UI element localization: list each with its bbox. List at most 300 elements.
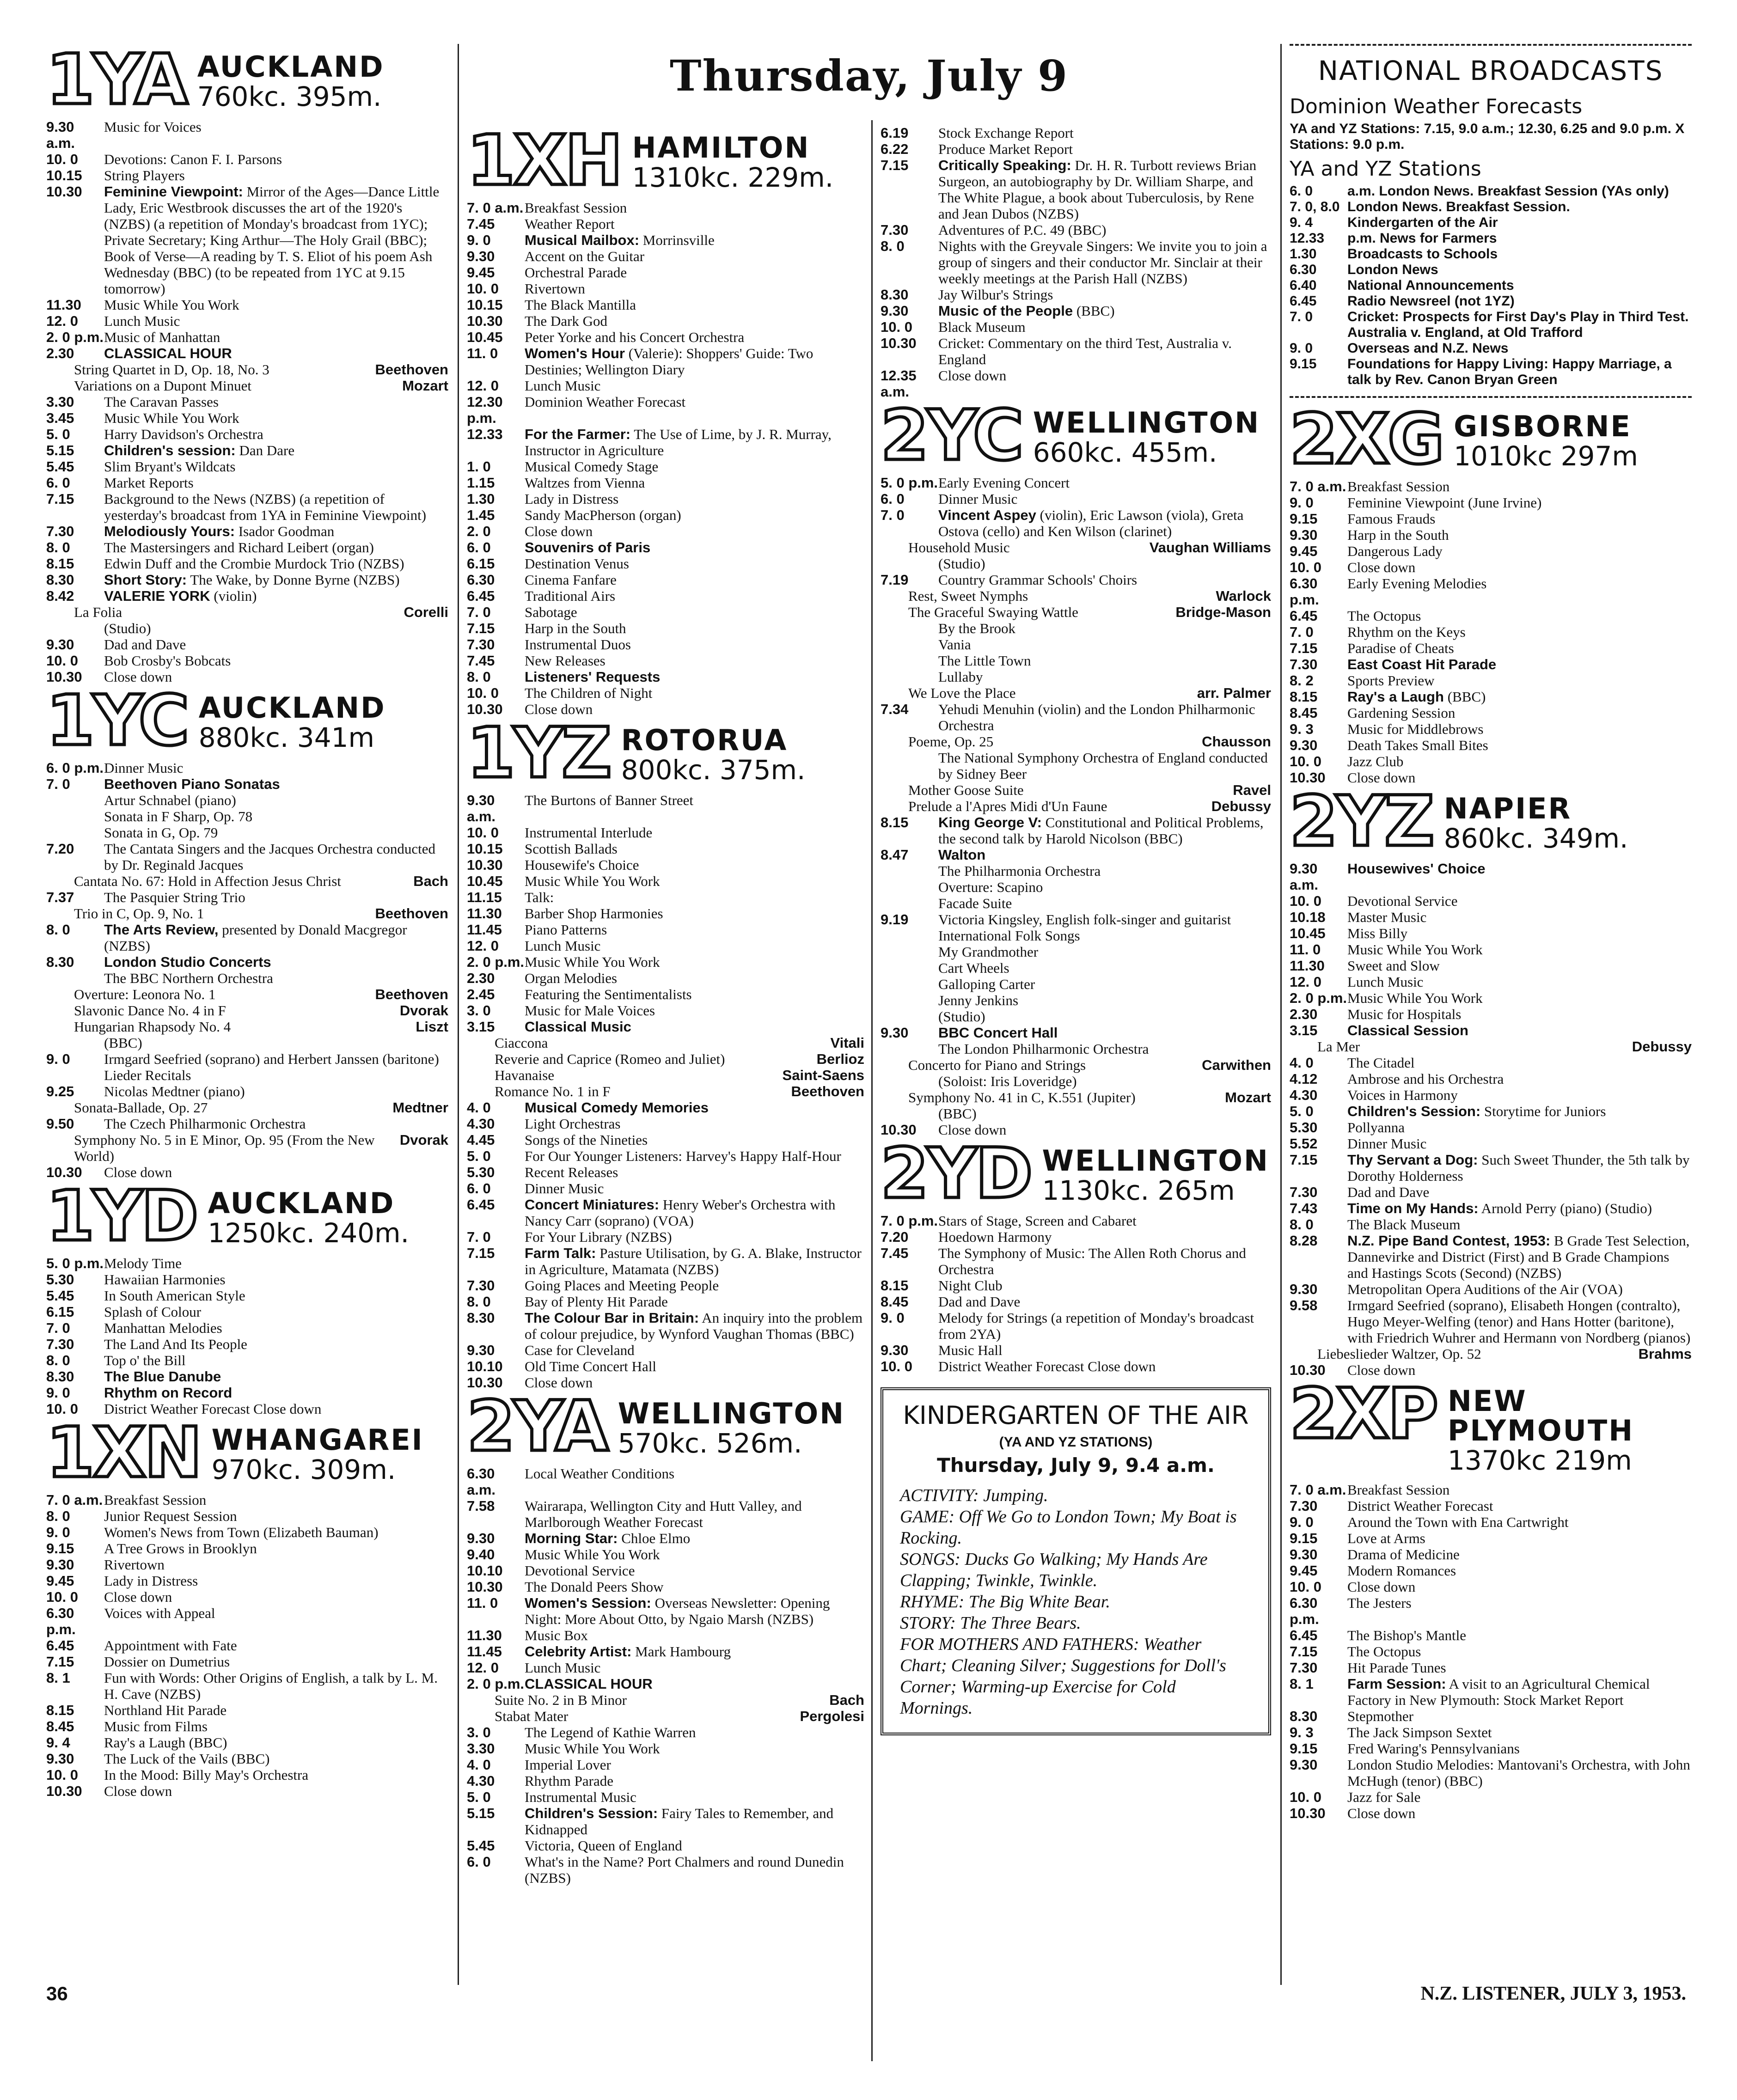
programme-desc [938,636,1271,653]
programme-time: 11.45 [467,1643,502,1660]
programme-item [46,824,448,841]
national-item [1290,293,1692,309]
programme-item [467,1002,864,1019]
station-frequency: 1010kc 297m [1454,440,1638,472]
programme-text: Music Hall [938,1342,1003,1358]
station-2yc [881,396,1271,1138]
programme-desc [104,1702,448,1718]
composer: Debussy [1632,1038,1692,1055]
programme-item [467,1035,864,1051]
programme-desc [525,216,864,232]
programme-desc [1347,925,1692,941]
programme-desc [525,556,864,572]
programme-text: Accent on the Guitar [525,248,645,264]
programme-time: 9. 0 [881,1310,905,1326]
programme-time: 7.15 [46,1654,74,1670]
programme-item [467,986,864,1002]
station-info [621,721,806,785]
programme-item [467,889,864,905]
programme-time: 10. 0 [1290,1789,1321,1805]
programme-desc [938,1073,1271,1089]
programme-desc [525,1229,864,1245]
kindergarten-line: STORY: The Three Bears. [900,1613,1081,1633]
programme-item [1290,1346,1692,1362]
programme-item [1290,893,1692,909]
station-frequency: 970kc. 309m. [211,1454,396,1485]
programme-desc [525,475,864,491]
station-header [1290,1374,1692,1476]
programme-text: The Mastersingers and Richard Leibert (organ) [104,539,374,556]
programme-text: Close down [525,523,593,539]
programme-text: Close down [938,1122,1007,1138]
programme-desc [525,1805,864,1838]
programme-text: The Black Museum [1347,1216,1461,1233]
programme-title: Trio in C, Op. 9, No. 1 [74,905,204,922]
programme-desc [525,1579,864,1595]
programme-desc [1347,1627,1692,1643]
programme-item [46,1352,448,1368]
programme-item [1290,559,1692,575]
programme-item [881,782,1271,798]
programme-text: Sonata in F Sharp, Op. 78 [104,808,253,824]
programme-desc [1347,672,1692,689]
programme-time: 5. 0 [467,1148,491,1164]
programme-item [467,1342,864,1358]
programme-desc [525,873,864,889]
programme-time: 9. 0 [46,1524,70,1540]
programme-time: 9.30 [881,303,909,319]
programme-time [46,1067,104,1083]
programme-list [467,792,864,1391]
programme-time: 9. 0 [467,232,491,248]
programme-desc [525,1498,864,1530]
programme-time: 7.30 [46,1336,74,1352]
programme-desc [525,954,864,970]
programme-desc [525,889,864,905]
programme-time [46,792,104,808]
programme-time: 3.15 [1290,1022,1318,1038]
programme-text: Lady in Distress [104,1573,198,1589]
programme-text: Scottish Ballads [525,841,618,857]
programme-item [467,669,864,685]
programme-item [46,1654,448,1670]
composer: Carwithen [1202,1057,1271,1073]
programme-desc [104,1116,448,1132]
programme-item [46,1589,448,1605]
programme-desc [525,1854,864,1886]
programme-text: Early Evening Melodies [1347,575,1487,592]
programme-item [881,1025,1271,1041]
programme-text: An inquiry into the problem of colour prejudice, by Wynford Vaughan Thomas (BBC) [525,1310,863,1342]
programme-item [46,1116,448,1132]
composer: Saint-Saens [782,1067,864,1083]
programme-time [881,863,938,879]
programme-desc [1347,1757,1692,1789]
programme-item [467,1294,864,1310]
programme-item [46,539,448,556]
programme-list [1290,1482,1692,1821]
programme-item [881,636,1271,653]
programme-highlight: Children's Session: [1347,1103,1481,1119]
programme-time: 5.15 [467,1805,495,1821]
programme-text: Housewife's Choice [525,857,639,873]
programme-time: 9.15 [1290,1530,1318,1546]
station-2yd [881,1134,1271,1374]
programme-highlight: Thy Servant a Dog: [1347,1152,1478,1168]
programme-item [1290,624,1692,640]
programme-desc [104,1304,448,1320]
programme-desc [104,653,448,669]
programme-desc [938,1358,1271,1374]
programme-time: 7.30 [1290,1498,1318,1514]
programme-item [46,970,448,986]
programme-desc [104,1492,448,1508]
programme-title: Slavonic Dance No. 4 in F [74,1002,226,1019]
programme-desc [1347,1184,1692,1200]
programme-item [1290,689,1692,705]
programme-time [881,1073,938,1089]
programme-desc [525,1660,864,1676]
programme-time: 6.45 [1290,608,1318,624]
programme-text: Dinner Music [525,1180,604,1197]
programme-desc [1347,1498,1692,1514]
composer: Dvorak [399,1132,448,1148]
programme-text: Music While You Work [1347,941,1483,958]
programme-item [46,1573,448,1589]
programme-time: 9.15 [46,1540,74,1557]
programme-time [46,808,104,824]
programme-time: 9.30 [46,1557,74,1573]
programme-text: Traditional Airs [525,588,616,604]
programme-text: Top o' the Bill [104,1352,186,1368]
programme-item [467,1643,864,1660]
programme-item [1290,656,1692,672]
programme-text: Instrumental Interlude [525,824,653,841]
programme-title: Overture: Leonora No. 1 [74,986,216,1002]
programme-item [881,944,1271,960]
programme-item [881,750,1271,782]
programme-desc [525,248,864,264]
programme-item [1290,1482,1692,1498]
programme-time: 1.30 [467,491,495,507]
programme-item [46,475,448,491]
programme-text: Women's News from Town (Elizabeth Bauman) [104,1524,379,1540]
programme-time: 11.30 [467,1627,502,1643]
national-item [1290,341,1692,356]
programme-item [46,1255,448,1271]
programme-title: Concerto for Piano and Strings [908,1057,1086,1073]
programme-text: Manhattan Melodies [104,1320,222,1336]
programme-item [1290,737,1692,753]
programme-text: Jazz Club [1347,753,1404,769]
programme-text: Early Evening Concert [938,475,1070,491]
programme-time: 10.30 [1290,1805,1326,1821]
national-item [1290,246,1692,262]
programme-text: Storytime for Juniors [1480,1103,1606,1119]
programme-desc [1347,721,1692,737]
programme-text: By the Brook [938,620,1016,636]
programme-text: Melody for Strings (a repetition of Monday's broadcast from 2YA) [938,1310,1254,1342]
composer: Beethoven [791,1083,864,1099]
programme-item [881,879,1271,895]
programme-time: 10. 0 [46,1589,78,1605]
national-list [1290,183,1692,388]
programme-time: 10. 0 [46,151,78,167]
programme-text: Breakfast Session [525,200,627,216]
programme-item [46,458,448,475]
programme-desc [104,1035,448,1051]
kindergarten-date: Thursday, July 9, 9.4 a.m. [937,1454,1215,1477]
programme-desc [938,287,1271,303]
programme-desc [104,475,448,491]
programme-time: 7. 0 [46,776,70,792]
programme-text: What's in the Name? Port Chalmers and round Dunedin (NZBS) [525,1854,844,1886]
programme-time: 11.30 [467,905,502,922]
programme-desc [104,1734,448,1751]
programme-title: String Quartet in D, Op. 18, No. 3 [74,361,269,378]
programme-desc [104,313,448,329]
programme-item [1290,1103,1692,1119]
programme-time [881,992,938,1008]
programme-desc [938,879,1271,895]
programme-item [46,1132,448,1164]
programme-desc [525,653,864,669]
programme-time: 10.30 [467,857,503,873]
programme-desc [104,841,448,873]
programme-time: 10.30 [46,1164,82,1180]
programme-time: 7.30 [1290,1660,1318,1676]
programme-desc [938,944,1271,960]
programme-time [881,944,938,960]
programme-text: Harp in the South [1347,527,1449,543]
programme-desc [1347,1233,1692,1281]
programme-text: Music While You Work [525,1546,660,1563]
programme-time: 12. 0 [1290,974,1321,990]
programme-title: Prelude a l'Apres Midi d'Un Faune [908,798,1107,814]
column-rule [1280,44,1282,1985]
programme-item [46,588,448,604]
programme-text: Breakfast Session [1347,1482,1450,1498]
programme-desc [104,1670,448,1702]
programme-item [881,1008,1271,1025]
programme-item [467,1229,864,1245]
composer: Liszt [416,1019,448,1035]
programme-time: 9.58 [1290,1297,1318,1313]
programme-highlight: King George V: [938,814,1042,830]
programme-time: 2.30 [467,970,495,986]
programme-desc [525,1838,864,1854]
programme-desc [104,824,448,841]
station-header [467,121,864,201]
programme-time: 5.52 [1290,1135,1318,1152]
column-2 [467,121,864,1886]
programme-text: London Studio Melodies: Mantovani's Orchestra, with John McHugh (tenor) (BBC) [1347,1757,1690,1789]
programme-desc [525,669,864,685]
programme-desc [104,1589,448,1605]
national-time: 9. 0 [1290,341,1313,356]
programme-item [467,954,864,970]
programme-desc [938,1025,1271,1041]
programme-text: (Studio) [938,1008,985,1025]
national-text: London News [1347,262,1438,277]
programme-desc [525,1465,864,1498]
programme-time: 6.19 [881,125,909,141]
programme-desc [938,475,1271,491]
programme-time: 9.19 [881,911,909,928]
programme-title: La Mer [1317,1038,1360,1055]
programme-desc [525,604,864,620]
programme-item [881,572,1271,588]
programme-text: Dinner Music [1347,1135,1427,1152]
programme-list [467,1465,864,1886]
programme-item [467,1067,864,1083]
programme-time: 2.45 [467,986,495,1002]
programme-item [46,556,448,572]
programme-text: The Bishop's Mantle [1347,1627,1467,1643]
station-header [467,713,864,794]
composer: Beethoven [375,905,448,922]
programme-time: 3. 0 [467,1002,491,1019]
programme-desc [1347,1119,1692,1135]
programme-text: The Wake, by Donne Byrne (NZBS) [187,572,400,588]
programme-time: 9.30 [1290,1757,1318,1773]
programme-item [881,125,1271,141]
programme-time: 8.15 [46,1702,74,1718]
programme-time: 7.15 [46,491,74,507]
programme-item [467,1563,864,1579]
programme-text: Henry Weber's Orchestra with Nancy Carr (soprano) (VOA) [525,1197,836,1229]
programme-desc [525,1643,864,1660]
programme-text: Modern Romances [1347,1563,1456,1579]
programme-time [881,1041,938,1057]
programme-item [46,167,448,183]
programme-text: Close down [1347,1579,1416,1595]
programme-highlight: Classical Music [525,1019,631,1035]
programme-text: Pollyanna [1347,1119,1405,1135]
programme-item [881,1213,1271,1229]
programme-highlight: The Blue Danube [104,1368,221,1385]
programme-time: 10.45 [467,329,503,345]
programme-time: 5. 0 [46,426,70,442]
programme-desc [525,1294,864,1310]
programme-time: 7. 0 [881,507,905,523]
programme-time: 10.30 [46,1783,82,1799]
programme-item [467,1180,864,1197]
station-frequency: 1310kc. 229m. [632,162,834,193]
call-sign: 1XN [46,1413,201,1493]
programme-time: 6.45 [1290,1627,1318,1643]
programme-item [1290,575,1692,608]
programme-time: 6. 0 [467,1854,491,1870]
programme-item [1290,1643,1692,1660]
programme-time: 2.30 [1290,1006,1318,1022]
national-time: 7. 0, 8.0 [1290,199,1340,214]
programme-title: Ciaccona [495,1035,548,1051]
composer: Mozart [1225,1089,1271,1105]
programme-time: 7.30 [46,523,74,539]
programme-time: 1. 0 [467,458,491,475]
programme-text: The Pasquier String Trio [104,889,245,905]
programme-item [1290,527,1692,543]
programme-item [467,1148,864,1164]
programme-highlight: Children's session: [104,442,236,458]
programme-item [881,141,1271,157]
programme-desc [525,1757,864,1773]
programme-desc [1347,494,1692,511]
programme-time: 9. 3 [1290,721,1314,737]
programme-item [1290,1498,1692,1514]
programme-item [467,922,864,938]
programme-time: 7. 0 a.m. [467,200,524,216]
programme-time [881,1105,938,1122]
programme-time: 12. 0 [467,1660,499,1676]
programme-time: 2. 0 p.m. [1290,990,1347,1006]
programme-text: Local Weather Conditions [525,1465,675,1482]
programme-time: 7.58 [467,1498,495,1514]
programme-desc [525,1358,864,1374]
programme-desc [104,556,448,572]
programme-text: Jenny Jenkins [938,992,1019,1008]
programme-desc [1347,1579,1692,1595]
programme-highlight: Music of the People [938,303,1073,319]
programme-item [46,1051,448,1067]
programme-desc [104,889,448,905]
programme-time [881,1008,938,1025]
programme-time: 7.45 [467,653,495,669]
programme-title: Rest, Sweet Nymphs [908,588,1028,604]
national-time: 7. 0 [1290,309,1313,324]
programme-time: 10.30 [881,1122,917,1138]
programme-text: Recent Releases [525,1164,618,1180]
programme-text: The Children of Night [525,685,653,701]
programme-item [467,394,864,426]
programme-item [881,1358,1271,1374]
programme-highlight: Souvenirs of Paris [525,539,651,556]
programme-time: 8. 0 [467,1294,491,1310]
programme-time: 10. 0 [1290,1579,1321,1595]
programme-item [881,620,1271,636]
station-header [46,40,448,120]
programme-time: 6. 0 [467,539,491,556]
programme-title: Liebeslieder Waltzer, Op. 52 [1317,1346,1481,1362]
programme-item [46,1670,448,1702]
programme-text: The Dark God [525,313,608,329]
programme-text: Dad and Dave [938,1294,1021,1310]
programme-item [881,653,1271,669]
programme-highlight: Musical Mailbox: [525,232,640,248]
programme-desc [104,792,448,808]
composer: Medtner [392,1099,448,1116]
programme-list [46,1255,448,1417]
station-1xh [467,121,864,717]
programme-time: 10.45 [467,873,503,889]
programme-item [467,248,864,264]
programme-text: Weather Report [525,216,615,232]
programme-desc [104,1067,448,1083]
station-info [1448,1382,1692,1475]
programme-time: 10.30 [467,313,503,329]
weather-heading: Dominion Weather Forecasts [1290,95,1583,118]
programme-item [46,1508,448,1524]
station-info [197,48,385,111]
programme-text: Around the Town with Ena Cartwright [1347,1514,1569,1530]
programme-item [467,297,864,313]
programme-item [881,669,1271,685]
programme-text: Light Orchestras [525,1116,621,1132]
programme-text: Musical Comedy Stage [525,458,659,475]
programme-time: 10. 0 [1290,753,1321,769]
programme-text: The Cantata Singers and the Jacques Orchestra conducted by Dr. Reginald Jacques [104,841,436,873]
